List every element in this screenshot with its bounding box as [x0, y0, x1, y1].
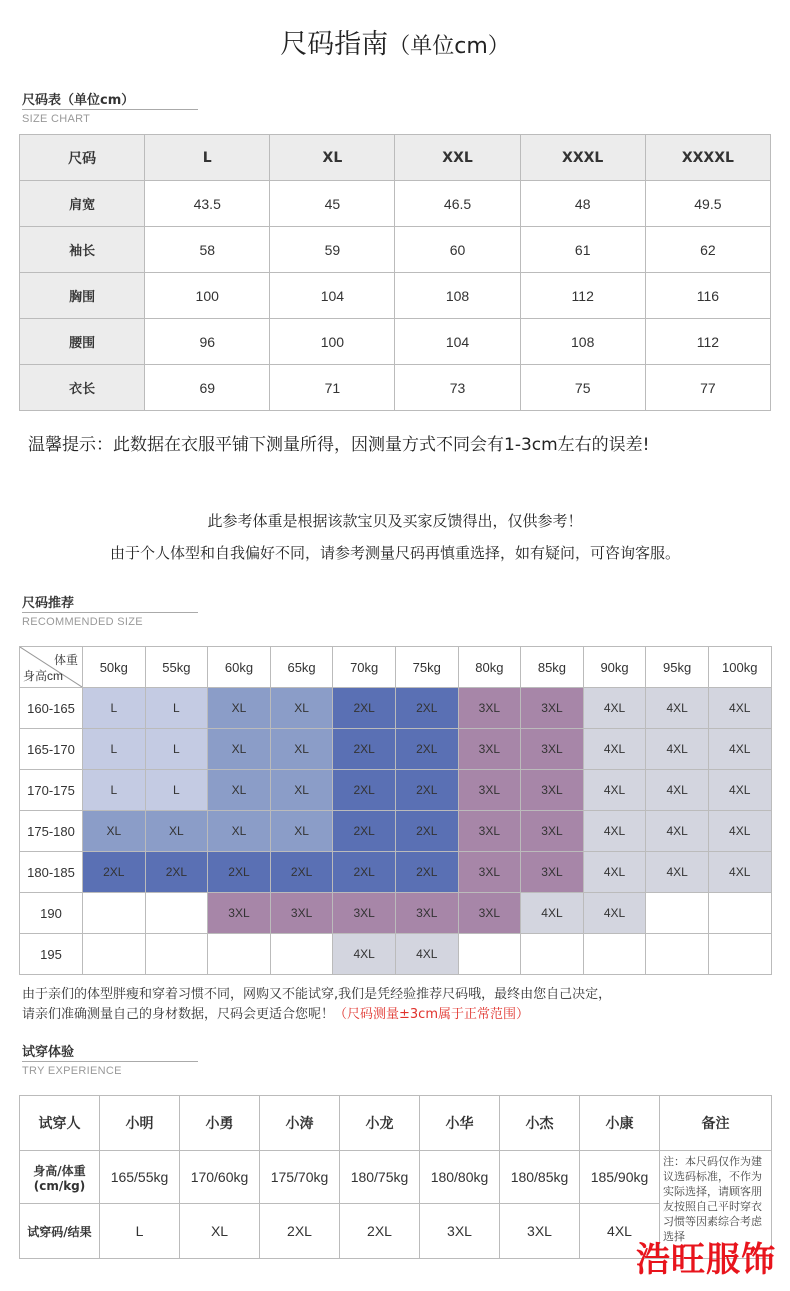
size-cell: 2XL: [333, 811, 396, 852]
size-cell: 2XL: [208, 852, 271, 893]
height-label: 195: [20, 934, 83, 975]
table-row: [20, 181, 771, 227]
table-cell: 100: [270, 319, 395, 365]
weight-header: 60kg: [208, 647, 271, 688]
size-cell: [270, 934, 333, 975]
size-cell: 2XL: [395, 688, 458, 729]
title-text: 尺码指南: [280, 29, 389, 60]
header-cell: 备注: [660, 1096, 772, 1151]
size-cell: 4XL: [646, 811, 709, 852]
header-cell: 小杰: [500, 1096, 580, 1151]
size-cell: 4XL: [646, 770, 709, 811]
size-cell: L: [145, 729, 208, 770]
size-cell: 2XL: [395, 811, 458, 852]
weight-header: 50kg: [83, 647, 146, 688]
table-row: [20, 273, 771, 319]
table-cell: 108: [395, 273, 520, 319]
height-row: [20, 893, 772, 934]
try-on-header-row: [20, 1096, 772, 1151]
table-cell: 4XL: [580, 1204, 660, 1259]
size-cell: 4XL: [583, 729, 646, 770]
table-cell: 112: [520, 273, 645, 319]
size-cell: XL: [145, 811, 208, 852]
table-cell: 104: [270, 273, 395, 319]
table-cell: 60: [395, 227, 520, 273]
corner-height-label: 身高cm: [23, 669, 63, 683]
table-cell: 100: [145, 273, 270, 319]
size-cell: [646, 893, 709, 934]
size-chart-subheading: SIZE CHART: [22, 113, 91, 125]
table-cell: 71: [270, 365, 395, 411]
size-cell: 4XL: [708, 852, 771, 893]
table-row: [20, 365, 771, 411]
weight-header-row: [20, 647, 772, 688]
try-on-divider: [22, 1061, 198, 1062]
size-cell: [708, 893, 771, 934]
weight-header: 75kg: [395, 647, 458, 688]
weight-header: 95kg: [646, 647, 709, 688]
size-cell: 3XL: [395, 893, 458, 934]
size-cell: XL: [83, 811, 146, 852]
size-cell: 4XL: [583, 852, 646, 893]
table-cell: 175/70kg: [260, 1151, 340, 1204]
size-cell: 4XL: [708, 729, 771, 770]
size-cell: [583, 934, 646, 975]
table-cell: 62: [645, 227, 770, 273]
weight-header: 70kg: [333, 647, 396, 688]
corner-cell: [20, 647, 83, 688]
table-cell: 75: [520, 365, 645, 411]
size-cell: 4XL: [646, 688, 709, 729]
size-cell: L: [83, 770, 146, 811]
table-row: [20, 319, 771, 365]
size-cell: 2XL: [145, 852, 208, 893]
try-on-heading: 试穿体验: [22, 1045, 75, 1060]
header-cell: 小明: [100, 1096, 180, 1151]
size-cell: L: [83, 688, 146, 729]
size-cell: 4XL: [583, 811, 646, 852]
table-cell: 116: [645, 273, 770, 319]
size-cell: [521, 934, 584, 975]
size-cell: L: [145, 688, 208, 729]
size-cell: XL: [270, 688, 333, 729]
size-cell: XL: [270, 729, 333, 770]
weight-header: 65kg: [270, 647, 333, 688]
recommended-heading: 尺码推荐: [22, 596, 75, 611]
table-cell: 3XL: [420, 1204, 500, 1259]
size-cell: L: [145, 770, 208, 811]
disclaimer-red-note: （尺码测量±3cm属于正常范围）: [334, 1007, 529, 1022]
header-cell: L: [145, 135, 270, 181]
table-cell: 3XL: [500, 1204, 580, 1259]
size-cell: 4XL: [708, 688, 771, 729]
size-cell: 3XL: [458, 729, 521, 770]
disclaimer-line-2: [22, 1003, 529, 1022]
size-cell: XL: [208, 770, 271, 811]
size-cell: 4XL: [583, 688, 646, 729]
row-label: 肩宽: [20, 181, 145, 227]
size-cell: 3XL: [458, 770, 521, 811]
size-cell: [145, 934, 208, 975]
size-cell: 3XL: [208, 893, 271, 934]
row-label: 衣长: [20, 365, 145, 411]
table-cell: 61: [520, 227, 645, 273]
table-cell: 43.5: [145, 181, 270, 227]
header-cell: 小康: [580, 1096, 660, 1151]
row-label: 袖长: [20, 227, 145, 273]
size-cell: 2XL: [395, 852, 458, 893]
size-cell: XL: [270, 770, 333, 811]
size-cell: 4XL: [395, 934, 458, 975]
size-cell: 3XL: [521, 770, 584, 811]
size-cell: 4XL: [333, 934, 396, 975]
table-cell: 112: [645, 319, 770, 365]
header-cell: XXXL: [520, 135, 645, 181]
header-cell: XXXXL: [645, 135, 770, 181]
size-cell: 3XL: [333, 893, 396, 934]
weight-header: 90kg: [583, 647, 646, 688]
height-row: [20, 934, 772, 975]
size-cell: [708, 934, 771, 975]
height-label: 170-175: [20, 770, 83, 811]
height-row: [20, 852, 772, 893]
reference-note-2: 由于个人体型和自我偏好不同，请参考测量尺码再慎重选择，如有疑问，可咨询客服。: [109, 544, 680, 562]
table-cell: 73: [395, 365, 520, 411]
disclaimer-text: 请亲们准确测量自己的身材数据，尺码会更适合您呢！: [22, 1007, 335, 1022]
disclaimer-line-1: 由于亲们的体型胖瘦和穿着习惯不同，网购又不能试穿,我们是凭经验推荐尺码哦，最终由您自己决定，: [22, 987, 612, 1002]
size-cell: 2XL: [333, 770, 396, 811]
size-cell: XL: [208, 729, 271, 770]
measurement-tip: 温馨提示：此数据在衣服平铺下测量所得，因测量方式不同会有1-3cm左右的误差!: [28, 435, 650, 455]
size-cell: 2XL: [270, 852, 333, 893]
table-cell: 104: [395, 319, 520, 365]
table-cell: 77: [645, 365, 770, 411]
recommended-subheading: RECOMMENDED SIZE: [22, 616, 143, 628]
size-cell: [208, 934, 271, 975]
table-cell: 48: [520, 181, 645, 227]
size-cell: 2XL: [333, 688, 396, 729]
size-cell: [83, 893, 146, 934]
corner-weight-label: 体重: [53, 653, 78, 667]
size-cell: [145, 893, 208, 934]
height-label: 180-185: [20, 852, 83, 893]
height-row: [20, 729, 772, 770]
size-cell: XL: [270, 811, 333, 852]
row-label: 试穿码/结果: [20, 1204, 100, 1259]
size-chart-heading: 尺码表（单位cm）: [22, 93, 135, 108]
table-cell: 180/85kg: [500, 1151, 580, 1204]
size-cell: 4XL: [708, 811, 771, 852]
size-cell: 4XL: [646, 729, 709, 770]
table-cell: 69: [145, 365, 270, 411]
table-row: [20, 227, 771, 273]
table-cell: 96: [145, 319, 270, 365]
header-cell: XXL: [395, 135, 520, 181]
header-cell: 小华: [420, 1096, 500, 1151]
height-label: 160-165: [20, 688, 83, 729]
reference-note-1: 此参考体重是根据该款宝贝及买家反馈得出，仅供参考！: [207, 512, 583, 530]
size-chart-divider: [22, 109, 198, 110]
table-cell: 165/55kg: [100, 1151, 180, 1204]
title-unit: （单位cm）: [388, 34, 510, 59]
size-cell: 4XL: [521, 893, 584, 934]
size-cell: XL: [208, 811, 271, 852]
recommended-size-table: [19, 646, 772, 975]
table-cell: 46.5: [395, 181, 520, 227]
table-cell: 59: [270, 227, 395, 273]
recommended-divider: [22, 612, 198, 613]
size-cell: 3XL: [270, 893, 333, 934]
row-label: 身高/体重(cm/kg): [20, 1151, 100, 1204]
size-cell: 2XL: [395, 729, 458, 770]
header-cell: 试穿人: [20, 1096, 100, 1151]
table-cell: 58: [145, 227, 270, 273]
weight-header: 80kg: [458, 647, 521, 688]
size-cell: 3XL: [521, 852, 584, 893]
table-cell: 180/75kg: [340, 1151, 420, 1204]
size-cell: 4XL: [708, 770, 771, 811]
size-cell: 4XL: [646, 852, 709, 893]
table-cell: 2XL: [260, 1204, 340, 1259]
table-cell: 180/80kg: [420, 1151, 500, 1204]
page-title: [0, 22, 790, 61]
header-cell: 小涛: [260, 1096, 340, 1151]
header-cell: 小龙: [340, 1096, 420, 1151]
height-label: 175-180: [20, 811, 83, 852]
size-cell: 2XL: [333, 729, 396, 770]
size-cell: 3XL: [458, 893, 521, 934]
row-label: 胸围: [20, 273, 145, 319]
size-cell: 3XL: [458, 688, 521, 729]
height-row: [20, 688, 772, 729]
table-cell: 45: [270, 181, 395, 227]
table-cell: 108: [520, 319, 645, 365]
header-cell: XL: [270, 135, 395, 181]
size-cell: 3XL: [458, 852, 521, 893]
height-label: 165-170: [20, 729, 83, 770]
weight-header: 55kg: [145, 647, 208, 688]
size-cell: 3XL: [521, 688, 584, 729]
size-cell: 4XL: [583, 770, 646, 811]
table-cell: 2XL: [340, 1204, 420, 1259]
size-cell: XL: [208, 688, 271, 729]
table-cell: 185/90kg: [580, 1151, 660, 1204]
table-cell: XL: [180, 1204, 260, 1259]
height-row: [20, 770, 772, 811]
weight-header: 85kg: [521, 647, 584, 688]
table-row: [20, 1151, 772, 1204]
size-cell: 4XL: [583, 893, 646, 934]
size-cell: 3XL: [458, 811, 521, 852]
remark-text: 注：本尺码仅作为建议选码标准，不作为实际选择，请顾客朋友按照自己平时穿衣习惯等因素综合考虑选择: [663, 1156, 762, 1243]
size-cell: [458, 934, 521, 975]
brand-watermark: 浩旺服饰: [636, 1240, 776, 1280]
header-cell: 尺码: [20, 135, 145, 181]
size-cell: 3XL: [521, 811, 584, 852]
size-cell: 2XL: [395, 770, 458, 811]
size-chart-table: [19, 134, 771, 411]
size-cell: 2XL: [333, 852, 396, 893]
size-cell: [83, 934, 146, 975]
try-on-subheading: TRY EXPERIENCE: [22, 1065, 122, 1077]
row-label: 腰围: [20, 319, 145, 365]
height-label: 190: [20, 893, 83, 934]
table-cell: L: [100, 1204, 180, 1259]
size-cell: L: [83, 729, 146, 770]
size-chart-header-row: [20, 135, 771, 181]
table-cell: 170/60kg: [180, 1151, 260, 1204]
height-row: [20, 811, 772, 852]
table-cell: 49.5: [645, 181, 770, 227]
size-cell: [646, 934, 709, 975]
size-cell: 3XL: [521, 729, 584, 770]
header-cell: 小勇: [180, 1096, 260, 1151]
weight-header: 100kg: [708, 647, 771, 688]
size-cell: 2XL: [83, 852, 146, 893]
